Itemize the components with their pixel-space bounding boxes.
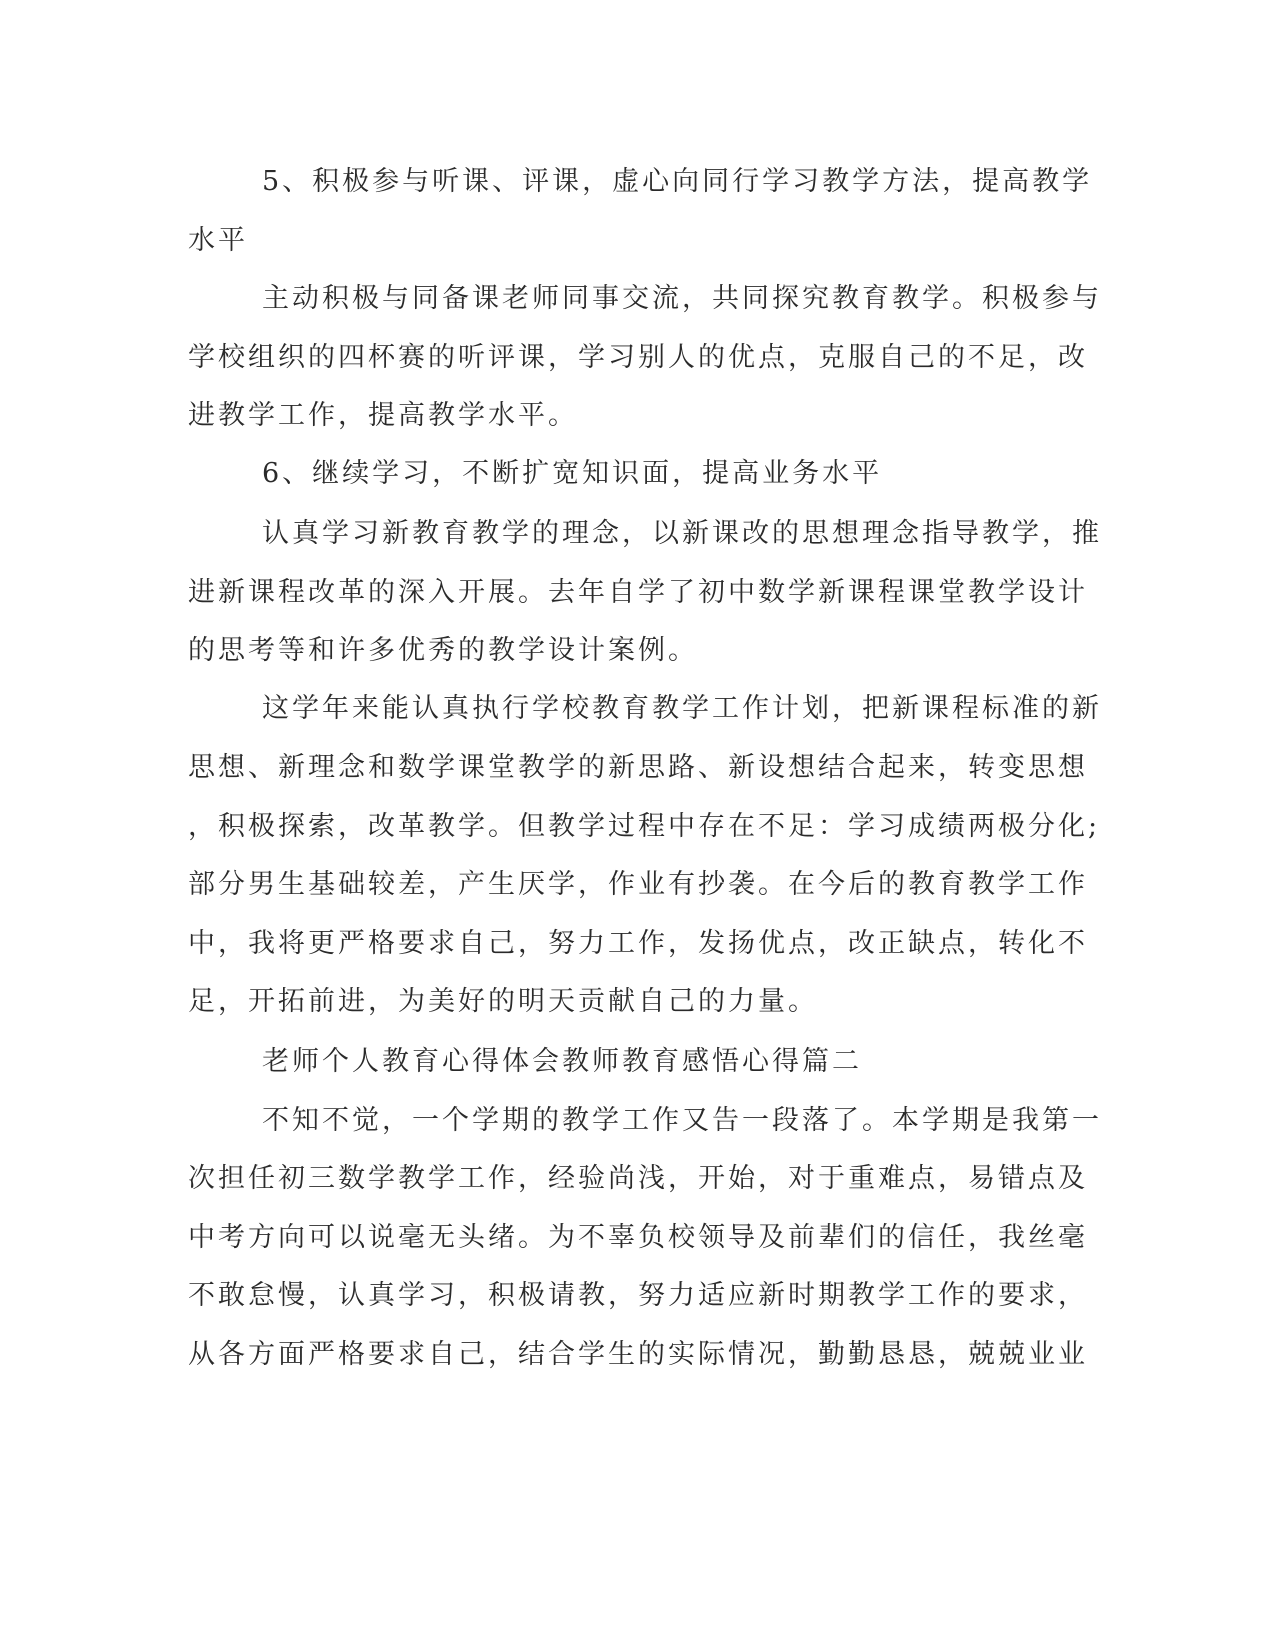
text-line: 进教学工作，提高教学水平。 — [188, 400, 578, 431]
article-title-part-2: 老师个人教育心得体会教师教育感悟心得篇二 — [262, 1046, 862, 1077]
text-line: 水平 — [188, 225, 248, 256]
text-line: 学校组织的四杯赛的听评课，学习别人的优点，克服自己的不足，改 — [188, 342, 1088, 373]
text-line: 中，我将更严格要求自己，努力工作，发扬优点，改正缺点，转化不 — [188, 928, 1088, 959]
text-line: 次担任初三数学教学工作，经验尚浅，开始，对于重难点，易错点及 — [188, 1163, 1088, 1194]
text-line: 的思考等和许多优秀的教学设计案例。 — [188, 635, 698, 666]
text-line: 不敢怠慢，认真学习，积极请教，努力适应新时期教学工作的要求， — [188, 1280, 1088, 1311]
paragraph-first-line: 主动积极与同备课老师同事交流，共同探究教育教学。积极参与 — [262, 283, 1102, 314]
text-line: 从各方面严格要求自己，结合学生的实际情况，勤勤恳恳，兢兢业业 — [188, 1339, 1088, 1370]
text-line: 足，开拓前进，为美好的明天贡献自己的力量。 — [188, 986, 818, 1017]
text-line: 进新课程改革的深入开展。去年自学了初中数学新课程课堂教学设计 — [188, 577, 1088, 608]
section-heading-6: 6、继续学习，不断扩宽知识面，提高业务水平 — [262, 458, 883, 489]
paragraph-first-line: 不知不觉，一个学期的教学工作又告一段落了。本学期是我第一 — [262, 1105, 1102, 1136]
paragraph-first-line: 这学年来能认真执行学校教育教学工作计划，把新课程标准的新 — [262, 693, 1102, 724]
section-heading-5: 5、积极参与听课、评课，虚心向同行学习教学方法，提高教学 — [262, 166, 1093, 197]
text-line: ，积极探索，改革教学。但教学过程中存在不足：学习成绩两极分化; — [188, 811, 1101, 842]
paragraph-first-line: 认真学习新教育教学的理念，以新课改的思想理念指导教学，推 — [262, 518, 1102, 549]
text-line: 中考方向可以说毫无头绪。为不辜负校领导及前辈们的信任，我丝毫 — [188, 1222, 1088, 1253]
text-line: 部分男生基础较差，产生厌学，作业有抄袭。在今后的教育教学工作 — [188, 869, 1088, 900]
text-line: 思想、新理念和数学课堂教学的新思路、新设想结合起来，转变思想 — [188, 752, 1088, 783]
